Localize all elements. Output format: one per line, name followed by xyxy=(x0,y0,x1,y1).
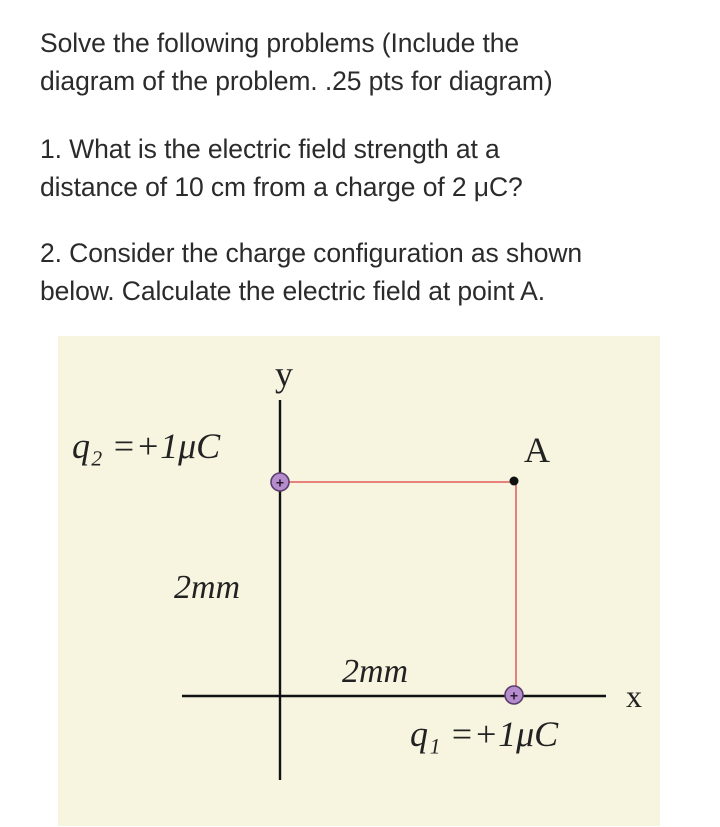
x-axis-label: x xyxy=(626,678,642,714)
horizontal-distance-label: 2mm xyxy=(342,653,409,690)
q2-plus-icon: + xyxy=(275,474,285,491)
point-a-label: A xyxy=(524,430,550,470)
point-a-dot xyxy=(510,477,519,486)
question-2-line-2: below. Calculate the electric field at point A. xyxy=(40,276,545,306)
question-2 xyxy=(40,234,710,310)
question-1 xyxy=(40,130,710,206)
question-1-line-2: distance of 10 cm from a charge of 2 μC? xyxy=(40,172,523,202)
instructions-line-1: Solve the following problems (Include the xyxy=(40,28,520,58)
y-axis-label: y xyxy=(275,354,293,394)
charge-diagram-svg xyxy=(58,336,660,826)
instructions-text xyxy=(40,24,710,100)
instructions-line-2: diagram of the problem. .25 pts for diagram) xyxy=(40,66,553,96)
q2-charge-label: q₂ =+1μC xyxy=(72,426,221,466)
q1-plus-icon: + xyxy=(509,687,519,704)
question-1-line-1: 1. What is the electric field strength at a xyxy=(40,134,500,164)
vertical-distance-label: 2mm xyxy=(174,569,241,606)
question-2-line-1: 2. Consider the charge configuration as shown xyxy=(40,238,583,268)
q1-charge-label: q₁ =+1μC xyxy=(410,714,559,754)
charge-diagram xyxy=(58,336,660,826)
